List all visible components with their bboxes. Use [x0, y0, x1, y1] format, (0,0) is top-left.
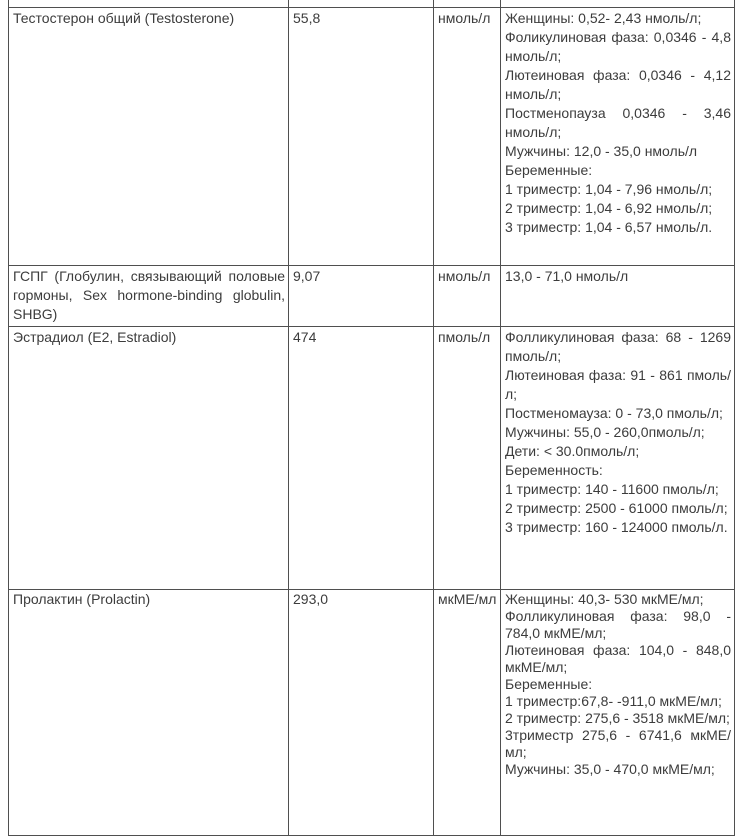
reference-item: 2 триместр: 275,6 - 3518 мкМЕ/мл; — [505, 710, 730, 726]
reference-item: 2 триместр: 2500 - 61000 пмоль/л; — [505, 500, 728, 516]
reference-item: Фоликулиновая фаза: 0,0346 - 4,8 нмоль/л; — [505, 29, 731, 64]
test-name-cell: Тестостерон общий (Testosterone) — [9, 8, 289, 266]
reference-item: Мужчины: 12,0 - 35,0 нмоль/л — [505, 143, 698, 159]
reference-item: 1 триместр: 1,04 - 7,96 нмоль/л; — [505, 181, 713, 197]
unit-cell: нмоль/л — [434, 8, 501, 266]
reference-cell — [501, 266, 735, 327]
reference-item: Мужчины: 55,0 - 260,0пмоль/л; — [505, 424, 705, 440]
reference-item: 13,0 - 71,0 нмоль/л — [505, 268, 629, 284]
reference-item: Беременные: — [505, 162, 593, 178]
result-cell: 9,07 — [289, 266, 434, 327]
table-row — [9, 266, 735, 327]
reference-item: 3 триместр: 160 - 124000 пмоль/л. — [505, 519, 728, 535]
reference-item: Женщины: 40,3- 530 мкМЕ/мл; — [505, 591, 704, 607]
clipped-cell — [289, 0, 434, 8]
reference-item: Постменомауза: 0 - 73,0 пмоль/л; — [505, 405, 723, 421]
test-name-cell: Эстрадиол (E2, Estradiol) — [9, 327, 289, 590]
reference-cell — [501, 8, 735, 266]
table-row — [9, 327, 735, 590]
result-cell: 55,8 — [289, 8, 434, 266]
reference-cell — [501, 590, 735, 836]
reference-item: 2 триместр: 1,04 - 6,92 нмоль/л; — [505, 200, 713, 216]
reference-item: 1 триместр: 140 - 11600 пмоль/л; — [505, 481, 719, 497]
reference-item: Дети: < 30.0пмоль/л; — [505, 443, 640, 459]
clipped-row-above — [9, 0, 735, 8]
clipped-cell — [434, 0, 501, 8]
test-name-cell: ГСПГ (Глобулин, связывающий половые гормоны, Sex hormone-binding globulin, SHBG) — [9, 266, 289, 327]
result-cell: 293,0 — [289, 590, 434, 836]
reference-item: 3 триместр: 1,04 - 6,57 нмоль/л. — [505, 219, 713, 235]
reference-item: Фолликулиновая фаза: 98,0 - 784,0 мкМЕ/мл; — [505, 608, 731, 641]
unit-cell: нмоль/л — [434, 266, 501, 327]
clipped-cell — [501, 0, 735, 8]
test-name-cell: Пролактин (Prolactin) — [9, 590, 289, 836]
reference-item: Лютеиновая фаза: 91 - 861 пмоль/л; — [505, 367, 731, 402]
table-row — [9, 8, 735, 266]
reference-item: Мужчины: 35,0 - 470,0 мкМЕ/мл; — [505, 761, 715, 777]
reference-item: 3триместр 275,6 - 6741,6 мкМЕ/мл; — [505, 727, 731, 760]
reference-item: Постменопауза 0,0346 - 3,46 нмоль/л; — [505, 105, 731, 140]
reference-item: Женщины: 0,52- 2,43 нмоль/л; — [505, 10, 702, 26]
reference-item: Фолликулиновая фаза: 68 - 1269 пмоль/л; — [505, 329, 731, 364]
table-row — [9, 590, 735, 836]
result-cell: 474 — [289, 327, 434, 590]
reference-item: Лютеиновая фаза: 0,0346 - 4,12 нмоль/л; — [505, 67, 731, 102]
reference-item: Беременные: — [505, 676, 593, 692]
reference-item: 1 триместр:67,8- -911,0 мкМЕ/мл; — [505, 693, 722, 709]
lab-results-table — [8, 0, 735, 836]
reference-item: Лютеиновая фаза: 104,0 - 848,0 мкМЕ/мл; — [505, 642, 731, 675]
reference-item: Беременность: — [505, 462, 603, 478]
unit-cell: пмоль/л — [434, 327, 501, 590]
reference-cell — [501, 327, 735, 590]
unit-cell: мкМЕ/мл — [434, 590, 501, 836]
clipped-cell — [9, 0, 289, 8]
